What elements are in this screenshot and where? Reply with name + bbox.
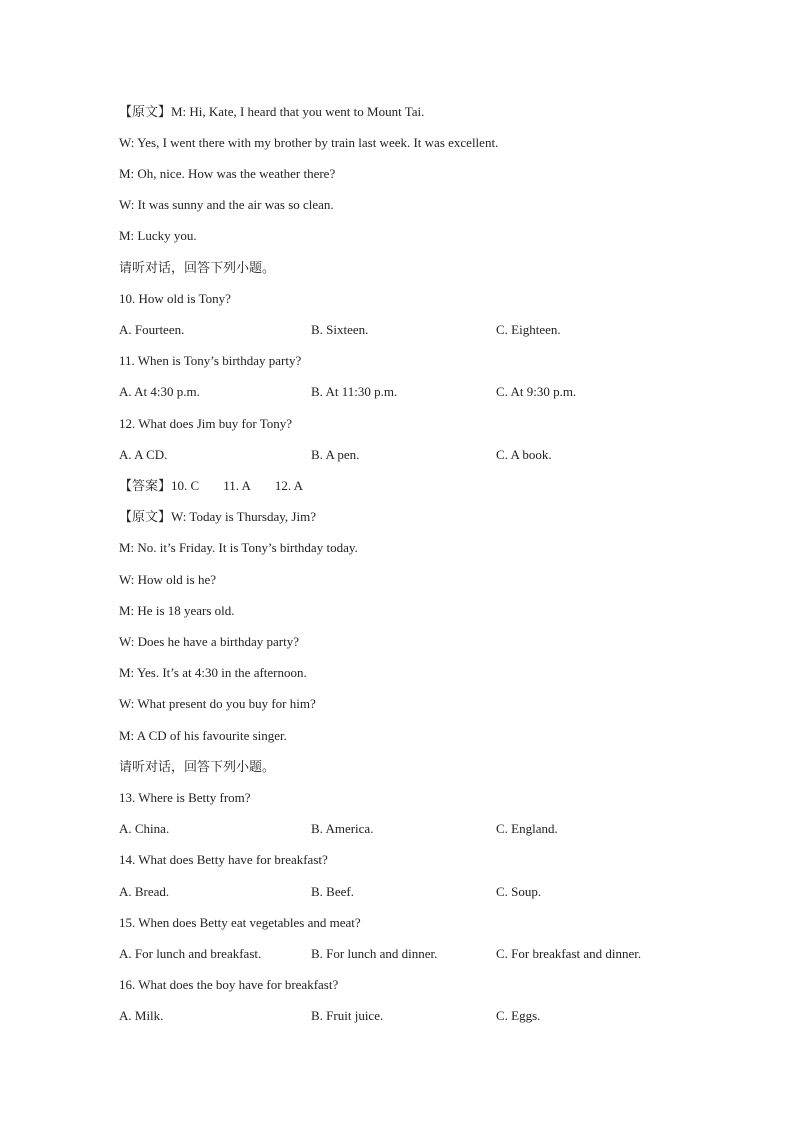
option-c: C. At 9:30 p.m. <box>496 384 577 399</box>
answer-item: 12. A <box>274 478 304 493</box>
transcript-line: M: No. it’s Friday. It is Tony’s birthday today. <box>119 540 358 555</box>
option-b: B. Beef. <box>311 884 354 899</box>
transcript-line: W: What present do you buy for him? <box>119 696 316 711</box>
transcript-line: 【原文】W: Today is Thursday, Jim? <box>119 509 316 524</box>
transcript-line: W: Does he have a birthday party? <box>119 634 300 649</box>
question-14-stem: 14. What does Betty have for breakfast? <box>119 852 328 867</box>
option-a: A. Milk. <box>119 1008 164 1023</box>
question-12-options <box>119 445 719 465</box>
transcript-line: 【原文】M: Hi, Kate, I heard that you went to Mount Tai. <box>119 104 425 119</box>
answer-item: 11. A <box>223 478 251 493</box>
question-15-stem: 15. When does Betty eat vegetables and meat? <box>119 915 361 930</box>
question-11-options <box>119 382 719 402</box>
transcript-line: M: Oh, nice. How was the weather there? <box>119 166 336 181</box>
option-b: B. America. <box>311 821 374 836</box>
transcript-line: W: Yes, I went there with my brother by train last week. It was excellent. <box>119 135 499 150</box>
option-c: C. Soup. <box>496 884 542 899</box>
option-a: A. China. <box>119 821 170 836</box>
transcript-line: M: A CD of his favourite singer. <box>119 728 287 743</box>
option-a: A. Fourteen. <box>119 322 185 337</box>
option-b: B. Fruit juice. <box>311 1008 384 1023</box>
option-c: C. A book. <box>496 447 552 462</box>
option-b: B. At 11:30 p.m. <box>311 384 398 399</box>
option-a: A. Bread. <box>119 884 170 899</box>
question-15-options <box>119 944 719 964</box>
transcript-line: M: Yes. It’s at 4:30 in the afternoon. <box>119 665 307 680</box>
answer-key-label: 【答案】 <box>119 478 172 493</box>
listening-instruction: 请听对话，回答下列小题。 <box>119 260 276 275</box>
question-14-options <box>119 882 719 902</box>
option-c: C. Eighteen. <box>496 322 561 337</box>
question-13-options <box>119 819 719 839</box>
question-10-stem: 10. How old is Tony? <box>119 291 231 306</box>
transcript-line: M: Lucky you. <box>119 228 197 243</box>
option-c: C. England. <box>496 821 558 836</box>
question-13-stem: 13. Where is Betty from? <box>119 790 251 805</box>
question-16-stem: 16. What does the boy have for breakfast? <box>119 977 339 992</box>
question-12-stem: 12. What does Jim buy for Tony? <box>119 416 293 431</box>
transcript-line: W: It was sunny and the air was so clean. <box>119 197 334 212</box>
option-b: B. For lunch and dinner. <box>311 946 438 961</box>
question-10-options <box>119 320 719 340</box>
option-a: A. For lunch and breakfast. <box>119 946 262 961</box>
question-11-stem: 11. When is Tony’s birthday party? <box>119 353 302 368</box>
transcript-line: W: How old is he? <box>119 572 216 587</box>
option-b: B. Sixteen. <box>311 322 369 337</box>
option-c: C. Eggs. <box>496 1008 541 1023</box>
option-a: A. At 4:30 p.m. <box>119 384 200 399</box>
option-b: B. A pen. <box>311 447 360 462</box>
option-a: A. A CD. <box>119 447 168 462</box>
option-c: C. For breakfast and dinner. <box>496 946 642 961</box>
listening-instruction: 请听对话，回答下列小题。 <box>119 759 276 774</box>
answer-item: 10. C <box>171 478 200 493</box>
question-16-options <box>119 1006 719 1026</box>
answer-key <box>119 476 327 496</box>
transcript-line: M: He is 18 years old. <box>119 603 235 618</box>
